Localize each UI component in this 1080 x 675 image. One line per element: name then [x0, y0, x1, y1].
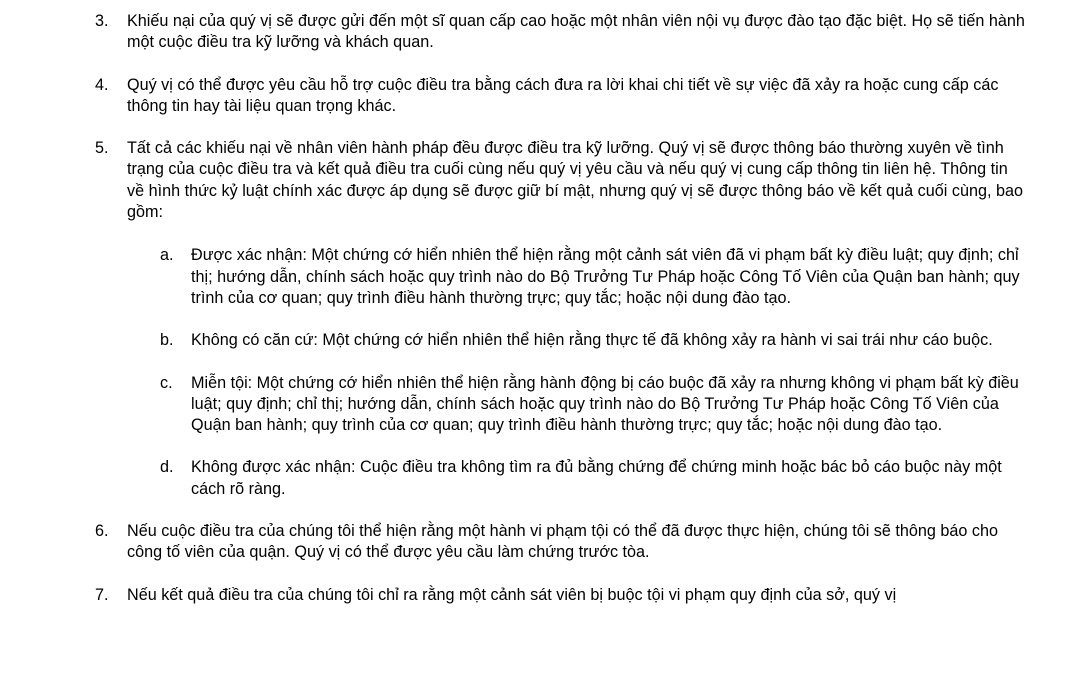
- list-number: 6.: [95, 522, 109, 541]
- outcome-sublist: [127, 245, 1026, 500]
- sublist-item-d: [127, 457, 1026, 500]
- list-number: 7.: [95, 585, 109, 604]
- list-item-4: [0, 75, 1080, 118]
- sublist-letter: a.: [160, 246, 174, 265]
- sublist-text: Miễn tội: Một chứng cớ hiển nhiên thể hiện rằng hành động bị cáo buộc đã xảy ra nhưng không vi phạm bất kỳ điều luật; quy định; chỉ thị; hướng dẫn, chính sách hoặc quy trình nào do Bộ Trưởng Tư Pháp hoặc Công Tố Viên của Quận ban hành; quy trình của cơ quan; quy trình điều hành thường trực; quy tắc; hoặc nội dung đào tạo.: [191, 373, 1019, 435]
- list-text: Nếu cuộc điều tra của chúng tôi thể hiện rằng một hành vi phạm tội có thể đã được thực hiện, chúng tôi sẽ thông báo cho công tố viên của quận. Quý vị có thể được yêu cầu làm chứng trước tòa.: [127, 522, 998, 562]
- sublist-text: Được xác nhận: Một chứng cớ hiển nhiên thể hiện rằng một cảnh sát viên đã vi phạm bất kỳ điều luật; quy định; chỉ thị; hướng dẫn, chính sách hoặc quy trình nào do Bộ Trưởng Tư Pháp hoặc Công Tố Viên của Quận ban hành; quy trình của cơ quan; quy trình điều hành thường trực; quy tắc; hoặc nội dung đào tạo.: [191, 246, 1020, 307]
- list-number: 3.: [95, 12, 109, 30]
- document-page: [0, 11, 1080, 627]
- list-item-3: [0, 11, 1080, 54]
- sublist-item-c: [127, 373, 1026, 437]
- list-text: Tất cả các khiếu nại về nhân viên hành pháp đều được điều tra kỹ lưỡng. Quý vị sẽ được thông báo thường xuyên về tình trạng của cuộc điều tra và kết quả điều tra cuối cùng nếu quý vị yêu cầu và nếu quý vị cung cấp thông tin liên hệ. Thông tin về hình thức kỷ luật chính xác được áp dụng sẽ được giữ bí mật, nhưng quý vị sẽ được thông báo về kết quả cuối cùng, bao gồm:: [127, 139, 1023, 222]
- list-text: Nếu kết quả điều tra của chúng tôi chỉ ra rằng một cảnh sát viên bị buộc tội vi phạm quy định của sở, quý vị: [127, 585, 897, 604]
- sublist-item-b: [127, 330, 1026, 351]
- sublist-text: Không có căn cứ: Một chứng cớ hiển nhiên thể hiện rằng thực tế đã không xảy ra hành vi sai trái như cáo buộc.: [191, 331, 993, 350]
- list-item-5: [0, 138, 1080, 500]
- sublist-letter: d.: [160, 458, 174, 477]
- sublist-letter: c.: [160, 373, 173, 392]
- list-number: 4.: [95, 75, 109, 94]
- sublist-text: Không được xác nhận: Cuộc điều tra không tìm ra đủ bằng chứng để chứng minh hoặc bác bỏ cáo buộc này một cách rõ ràng.: [191, 458, 1002, 498]
- list-item-7: [0, 585, 1080, 606]
- list-text: Khiếu nại của quý vị sẽ được gửi đến một sĩ quan cấp cao hoặc một nhân viên nội vụ được đào tạo đặc biệt. Họ sẽ tiến hành một cuộc điều tra kỹ lưỡng và khách quan.: [127, 12, 1025, 52]
- list-item-6: [0, 521, 1080, 564]
- list-text: Quý vị có thể được yêu cầu hỗ trợ cuộc điều tra bằng cách đưa ra lời khai chi tiết về sự việc đã xảy ra hoặc cung cấp các thông tin hay tài liệu quan trọng khác.: [127, 75, 999, 115]
- sublist-letter: b.: [160, 331, 174, 350]
- sublist-item-a: [127, 245, 1026, 309]
- list-number: 5.: [95, 139, 109, 158]
